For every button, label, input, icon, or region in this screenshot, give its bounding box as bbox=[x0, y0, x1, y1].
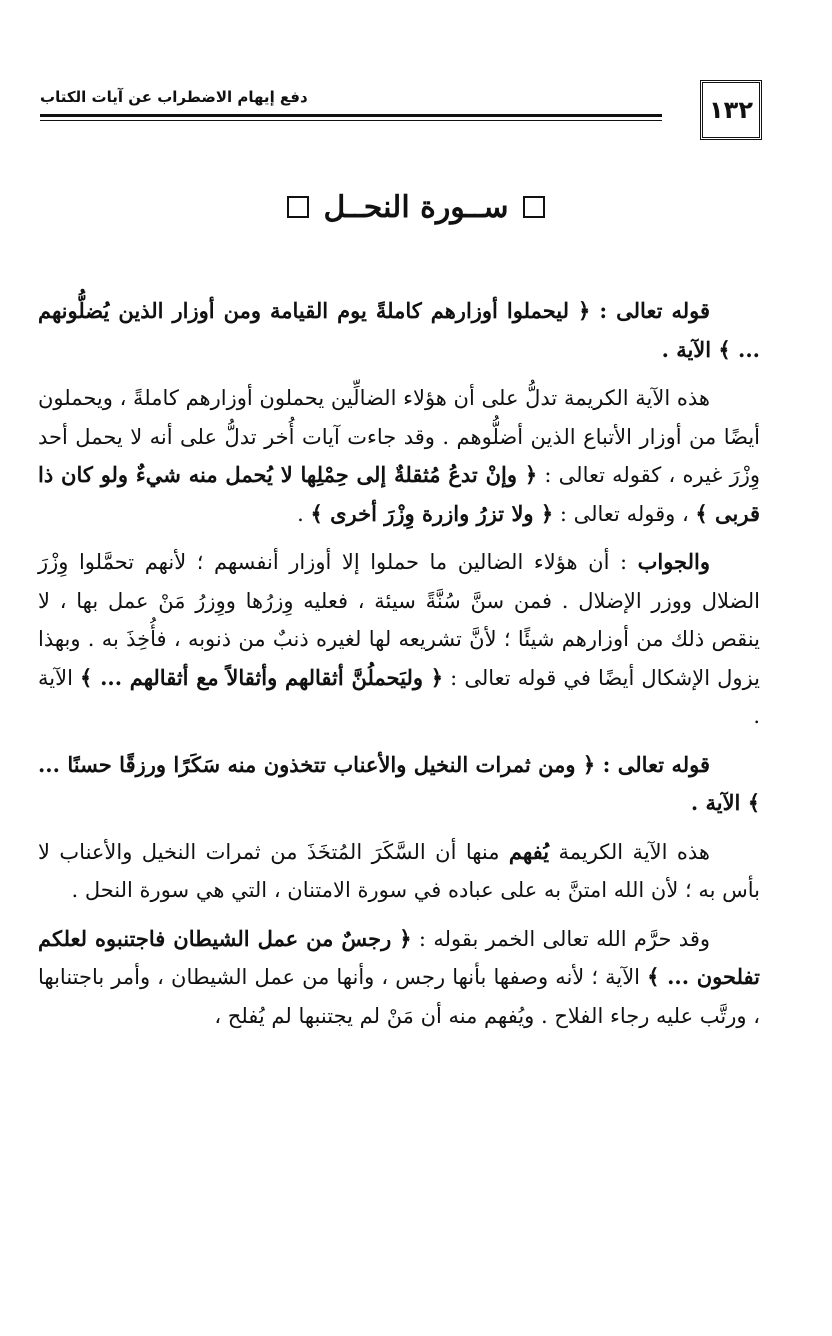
text-segment: هذه الآية الكريمة bbox=[549, 839, 710, 864]
paragraph bbox=[38, 379, 760, 533]
text-segment: والجواب bbox=[637, 549, 710, 574]
text-segment: يُفهم bbox=[508, 838, 550, 864]
text-segment: ﴾ bbox=[711, 336, 731, 362]
header-rule-thin bbox=[40, 120, 662, 121]
paragraph bbox=[38, 833, 760, 910]
surah-heading bbox=[0, 190, 832, 225]
text-segment: ﴿ وإنْ تدعُ مُثقلةٌ إلى حِمْلِها لا يُحمل منه شيءٌ ولو كان ذا قربى ﴾ bbox=[38, 462, 760, 526]
paragraph bbox=[38, 920, 760, 1036]
text-segment: . bbox=[297, 501, 311, 526]
text-segment: قوله تعالى : bbox=[595, 751, 710, 777]
text-segment: ، وقوله تعالى : bbox=[553, 501, 696, 526]
square-ornament-icon bbox=[523, 196, 545, 218]
body-text bbox=[38, 292, 760, 1045]
square-ornament-icon bbox=[287, 196, 309, 218]
text-segment: الآية . bbox=[38, 665, 760, 728]
page-number: ١٣٢ bbox=[700, 80, 762, 140]
text-segment: ﴿ وليَحملُنَّ أثقالهم وأثقالاً مع أثقالهم ... ﴾ bbox=[80, 664, 444, 690]
text-segment: ﴿ ومن ثمرات النخيل والأعناب تتخذون منه سَكَرًا ورزقًا حسنًا ... ﴾ الآية . bbox=[38, 751, 760, 815]
text-segment: ﴿ رجسٌ من عمل الشيطان فاجتنبوه لعلكم تفلحون ... ﴾ bbox=[38, 925, 760, 989]
text-segment: الآية ؛ لأنه وصفها بأنها رجس ، وأنها من عمل الشيطان ، وأمر باجتنابها ، ورتَّب عليه رجاء الفلاح . ويُفهم منه أن مَنْ لم يجتنبها لم يُفلح ، bbox=[38, 965, 760, 1028]
text-segment: الآية . bbox=[661, 336, 712, 362]
text-segment: ﴿ bbox=[569, 298, 591, 323]
text-segment: وقد حرَّم الله تعالى الخمر بقوله : bbox=[411, 926, 710, 951]
running-title: دفع إيهام الاضطراب عن آيات الكتاب bbox=[40, 88, 308, 106]
page-header bbox=[40, 78, 762, 152]
text-segment: : أن هؤلاء الضالين ما حملوا إلا أوزار أنفسهم ؛ لأنهم تحمَّلوا وِزْرَ الضلال ووزر الإضلال . فمن سنَّ سُنَّةً سيئة ، فعليه وِزرُها ووِزرُ مَنْ عمل بها ، لا ينقص ذلك من أوزارهم شيئًا ؛ لأنَّ تشريعه لها لغيره ذنبٌ من ذنوبه ، فأُخِذَ به . وبهذا يزول الإشكال أيضًا في قوله تعالى : bbox=[38, 550, 761, 690]
paragraph bbox=[38, 292, 760, 369]
text-segment: قوله تعالى : bbox=[590, 298, 710, 323]
paragraph bbox=[38, 746, 760, 823]
text-segment: ليحملوا أوزارهم كاملةً يوم القيامة ومن أوزار الذين يُضلُّونهم ... bbox=[38, 298, 760, 362]
text-segment: ﴿ ولا تزرُ وازرة وِزْرَ أخرى ﴾ bbox=[310, 500, 554, 526]
text-segment: منها أن السَّكَرَ المُتخَذَ من ثمرات النخيل والأعناب لا بأس به ؛ لأن الله امتنَّ به على عباده في سورة الامتنان ، التي هي سورة النحل . bbox=[38, 839, 760, 902]
paragraph bbox=[38, 543, 760, 736]
header-rule-thick bbox=[40, 114, 662, 117]
surah-title: ســورة النحــل bbox=[323, 190, 509, 225]
text-segment: هذه الآية الكريمة تدلُّ على أن هؤلاء الضالِّين يحملون أوزارهم كاملةً ، ويحملون أيضًا من أوزار الأتباع الذين أضلُّوهم . وقد جاءت آيات أُخر تدلُّ على أنه لا يحمل أحد وِزْرَ غيره ، كقوله تعالى : bbox=[38, 386, 761, 487]
